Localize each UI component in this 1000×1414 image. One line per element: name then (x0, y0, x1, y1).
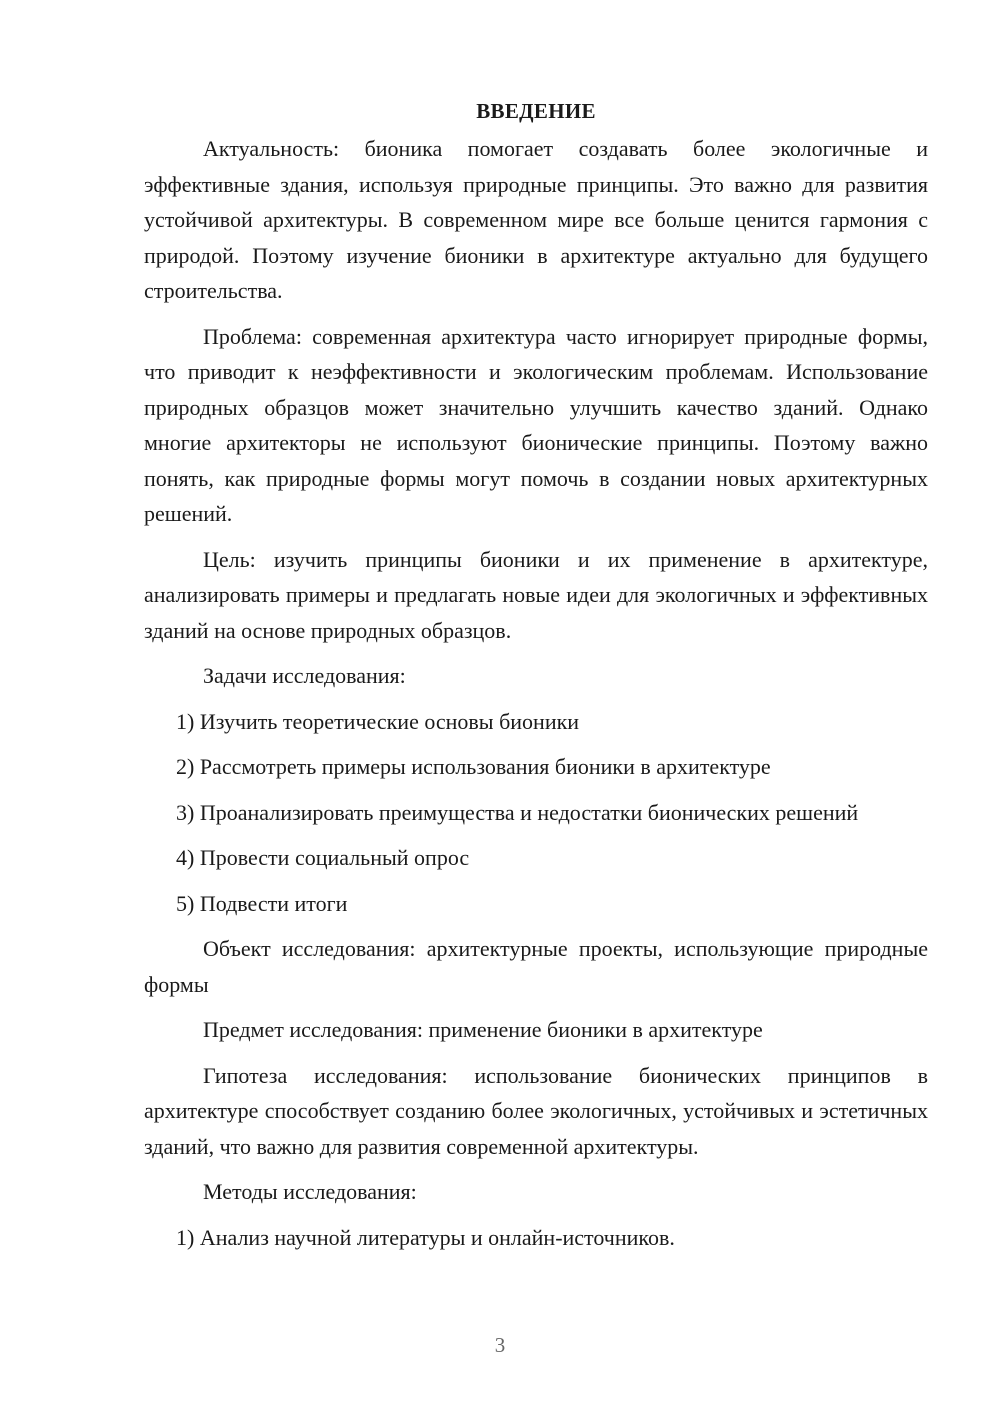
task-item-1: 1) Изучить теоретические основы бионики (176, 708, 580, 734)
goal-paragraph: Цель: изучить принципы бионики и их применение в архитектуре, анализировать примеры и предлагать новые идеи для экологичных и эффективных зданий на основе природных образцов. (144, 546, 928, 643)
methods-heading: Методы исследования: (203, 1179, 417, 1204)
task-item-5: 5) Подвести итоги (176, 890, 348, 916)
tasks-heading: Задачи исследования: (203, 663, 406, 688)
page-number: 3 (494, 1333, 506, 1357)
task-item-2: 2) Рассмотреть примеры использования бионики в архитектуре (176, 754, 771, 779)
relevance-paragraph: Актуальность: бионика помогает создавать более экологичные и эффективные здания, используя природные принципы. Это важно для развития устойчивой архитектуры. В современном мире все больше ценится гармония с природой. Поэтому изучение бионики в архитектуре актуально для будущего строительства. (144, 136, 928, 303)
method-item-1: 1) Анализ научной литературы и онлайн-источников. (176, 1224, 675, 1250)
task-item-3: 3) Проанализировать преимущества и недостатки бионических решений (176, 799, 859, 825)
hypothesis-paragraph: Гипотеза исследования: использование бионических принципов в архитектуре способствует созданию более экологичных, устойчивых и эстетичных зданий, что важно для развития современной архитектуры. (144, 1062, 928, 1159)
section-title: ВВЕДЕНИЕ (476, 99, 596, 123)
page-content (144, 94, 928, 1265)
task-item-4: 4) Провести социальный опрос (176, 845, 470, 870)
object-paragraph: Объект исследования: архитектурные проекты, использующие природные формы (144, 936, 928, 997)
problem-paragraph: Проблема: современная архитектура часто игнорирует природные формы, что приводит к неэффективности и экологическим проблемам. Использование природных образцов может значительно улучшить качество зданий. Однако многие архитекторы не используют бионические принципы. Поэтому важно понять, как природные формы могут помочь в создании новых архитектурных решений. (144, 323, 928, 526)
subject-paragraph: Предмет исследования: применение бионики в архитектуре (203, 1017, 763, 1042)
